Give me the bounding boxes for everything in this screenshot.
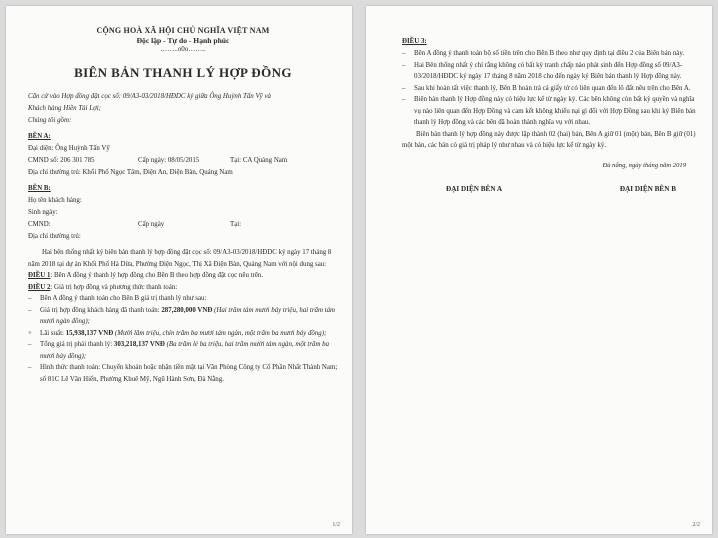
article-3-item-1-text: Bên A đồng ý thanh toán bộ số tiền trên cho Bên B theo như quy định tại điều 2 của Biên bản này. bbox=[414, 50, 685, 57]
we-are: Chúng tôi gồm: bbox=[28, 117, 72, 124]
page-number-2: 2/2 bbox=[692, 522, 700, 528]
national-motto: Độc lập - Tự do - Hạnh phúc bbox=[136, 36, 230, 45]
party-b-heading: BÊN B: bbox=[28, 185, 51, 192]
article-3-item-3-text: Sau khi hoàn tất việc thanh lý, Bên B hoàn trả cả giấy tờ có liên quan đến lô đất nêu trên cho Bên A. bbox=[414, 84, 691, 92]
party-a-issue-date: Cấp ngày: 08/05/2015 bbox=[138, 157, 200, 164]
payment-method-text: Hình thức thanh toán: Chuyển khoản hoặc nhận tiền mặt tại Văn Phòng Công ty Cổ Phần Nhất Thành Nam; số 81C Lê Văn Hiến, Phường Khuê Mỹ, Ngũ Hành Sơn, Đà Nẵng. bbox=[40, 364, 338, 383]
document-page-2 bbox=[366, 6, 712, 534]
payment-item-4: – Tổng giá trị phải thanh lý: 303,218,137 VNĐ (Ba trăm lẻ ba triệu, hai trăm mười tám ngàn, một trăm ba mươi bảy đồng); bbox=[28, 341, 330, 360]
party-b-id-row bbox=[28, 219, 338, 231]
party-a-representative: Đại diện: Ông Huỳnh Tấn Vỹ bbox=[28, 145, 110, 152]
party-b-name: Họ tên khách hàng: bbox=[28, 197, 82, 204]
party-b-dob: Sinh ngày: bbox=[28, 209, 58, 216]
party-b-cmnd: CMND: bbox=[28, 221, 51, 228]
payment-item-2: – Giá trị hợp đồng khách hàng đã thanh toán: 287,280,000 VNĐ (Hai trăm tám mươi bảy triệu, hai trăm tám mươi ngàn đồng); bbox=[28, 306, 335, 325]
signing-date: Đà nẵng, ngày tháng năm 2019 bbox=[602, 161, 686, 169]
article-3-item-2-text: Hai Bên thống nhất ý chí rằng không có bất kỳ tranh chấp nào phát sinh đến Hợp đồng số 09/A3-03/2018/HĐDC ký ngày 17 tháng 8 năm 2018 cho đến ngày ký Biên bản thanh lý Hợp đồng này. bbox=[414, 61, 683, 80]
article-3-item-3: – Sau khi hoàn tất việc thanh lý, Bên B hoàn trả cả giấy tờ có liên quan đến lô đất nêu trên cho Bên A. bbox=[402, 83, 696, 95]
interest-words: (Mười lăm triệu, chín trăm ba mươi tám ngàn, một trăm ba mươi bảy đồng); bbox=[113, 329, 327, 337]
party-b-issue-date: Cấp ngày bbox=[138, 221, 165, 228]
page-1-content bbox=[28, 26, 338, 385]
article-1-text: : Bên A đồng ý thanh lý hợp đồng cho Bên B theo hợp đồng đặt cọc nêu trên. bbox=[50, 272, 264, 279]
interest-value: 15,938,137 VNĐ bbox=[65, 329, 114, 337]
article-2 bbox=[28, 282, 338, 294]
agreement-paragraph: Hai bên thống nhất ký biên bản thanh lý hợp đồng đặt cọc số: 09/A3-03/2018/HĐDC ký ngày 17 tháng 8 năm 2018 tại dự án Khối Phố Hà Dừa, Phường Điện Ngọc, Thị Xã Điện Bàn, Quảng Nam với nội dung sau: bbox=[28, 249, 332, 268]
basis-line-1: Căn cứ vào Hợp đồng đặt cọc số: 09/A3-03/2018/HĐDC ký giữa Ông Huỳnh Tấn Vỹ và bbox=[28, 93, 271, 100]
total-words: (Ba trăm lẻ ba triệu, hai trăm mười tám ngàn, một trăm ba mươi bảy đồng); bbox=[40, 341, 330, 360]
basis-line-2: Khách hàng Hiền Tài Lợi; bbox=[28, 105, 101, 112]
title-divider: ……..o0o…….. bbox=[160, 45, 206, 53]
document-page-1 bbox=[6, 6, 352, 534]
article-3-label: ĐIỀU 3: bbox=[402, 38, 427, 45]
party-a-issue-place: Tại: CA Quảng Nam bbox=[230, 157, 288, 164]
national-title: CỘNG HOÀ XÃ HỘI CHỦ NGHĨA VIỆT NAM bbox=[96, 26, 270, 35]
article-3-item-2: – Hai Bên thống nhất ý chí rằng không có bất kỳ tranh chấp nào phát sinh đến Hợp đồng số 09/A3-03/2018/HĐDC ký ngày 17 tháng 8 năm 2018 cho đến ngày ký Biên bản thanh lý Hợp đồng này. bbox=[402, 60, 696, 83]
party-a-address: Địa chỉ thường trú: Khối Phố Ngọc Tâm, Điện An, Điện Bàn, Quảng Nam bbox=[28, 169, 233, 176]
paid-amount-words: (Hai trăm tám mươi bảy triệu, hai trăm tám mươi ngàn đồng); bbox=[40, 306, 335, 325]
total-value: 303,218,137 VNĐ bbox=[113, 341, 165, 348]
party-a-cmnd: CMND số: 206 301 785 bbox=[28, 157, 95, 164]
signature-block bbox=[402, 185, 696, 193]
party-b-address: Địa chỉ thường trú: bbox=[28, 233, 81, 240]
party-b-issue-place: Tại: bbox=[230, 221, 242, 228]
total-label: Tổng giá trị phải thanh lý: bbox=[40, 341, 114, 348]
article-1-label: ĐIỀU 1 bbox=[28, 272, 51, 279]
article-2-text: : Giá trị hợp đồng và phương thức thanh toán: bbox=[50, 283, 178, 291]
payment-item-3: + Lãi suất: 15,938,137 VNĐ (Mười lăm triệu, chín trăm ba mươi tám ngàn, một trăm ba mươi bảy đồng); bbox=[28, 329, 327, 337]
paid-amount-value: 287,280,000 VNĐ bbox=[161, 306, 213, 314]
closing-paragraph: Biên bản thanh lý hợp đồng này được lập thành 02 (hai) bản, Bên A giữ 01 (một) bản, Bên B giữ (01) một bản, các bản có giá trị pháp lý như nhau và có hiệu lực kể từ ngày ký. bbox=[402, 130, 696, 149]
article-3-item-1: – Bên A đồng ý thanh toán bộ số tiền trên cho Bên B theo như quy định tại điều 2 của Biên bản này. bbox=[402, 48, 696, 60]
article-3-item-4: – Biên bản thanh lý Hợp đồng này có hiệu lực kể từ ngày ký. Các bên không còn bất kỳ quyền và nghĩa vụ nào liên quan đến Hợp Đồng và cam kết không khiếu nại gì đối với Hợp Đồng sau khi ký Biên bản thanh lý Hợp đồng và các bên đã hoàn thành nghĩa vụ với nhau. bbox=[402, 94, 696, 129]
payment-item-1-text: Bên A đồng ý thanh toán cho Bên B giá trị thanh lý như sau: bbox=[40, 295, 207, 302]
payment-item-1: – Bên A đồng ý thanh toán cho Bên B giá trị thanh lý như sau: bbox=[28, 293, 338, 305]
payment-item-5: – Hình thức thanh toán: Chuyển khoản hoặc nhận tiền mặt tại Văn Phòng Công ty Cổ Phần Nhất Thành Nam; số 81C Lê Văn Hiến, Phường Khuê Mỹ, Ngũ Hành Sơn, Đà Nẵng. bbox=[28, 362, 338, 385]
article-2-label: ĐIỀU 2 bbox=[28, 283, 51, 291]
interest-label: Lãi suất: bbox=[40, 329, 66, 337]
paid-amount-label: Giá trị hợp đồng khách hàng đã thanh toán: bbox=[40, 306, 162, 314]
document-title: BIÊN BẢN THANH LÝ HỢP ĐỒNG bbox=[74, 65, 292, 80]
party-a-signature-label: ĐẠI DIỆN BÊN A bbox=[446, 184, 503, 193]
party-b-signature-label: ĐẠI DIỆN BÊN B bbox=[619, 184, 676, 193]
article-1 bbox=[28, 270, 338, 282]
article-3-item-4-text: Biên bản thanh lý Hợp đồng này có hiệu lực kể từ ngày ký. Các bên không còn bất kỳ quyền và nghĩa vụ nào liên quan đến Hợp Đồng và cam kết không khiếu nại gì đối với Hợp Đồng sau khi ký Biên bản thanh lý Hợp đồng và các bên đã hoàn thành nghĩa vụ với nhau. bbox=[414, 96, 696, 126]
page-number-1: 1/2 bbox=[332, 522, 340, 528]
party-a-id-row bbox=[28, 155, 338, 167]
party-a-heading: BÊN A: bbox=[28, 133, 51, 140]
page-2-content bbox=[402, 36, 696, 193]
